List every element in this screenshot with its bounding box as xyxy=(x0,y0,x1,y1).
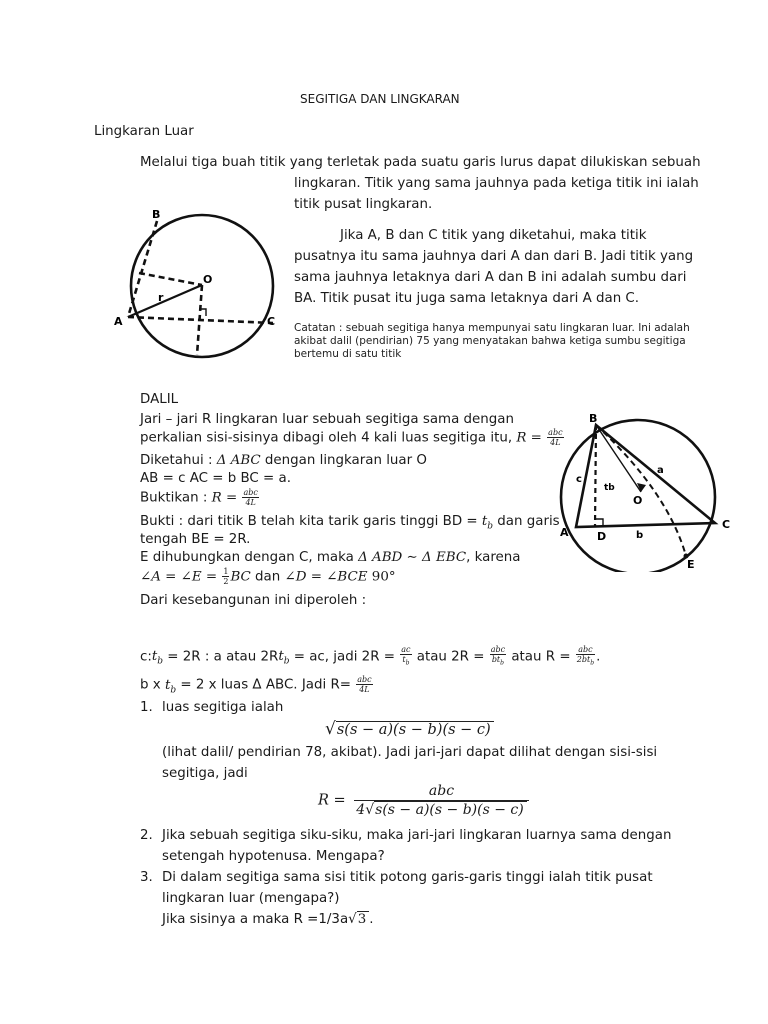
dalil-line-5: Buktikan : R = $\frac{\text{abc}}{4L}$ xyxy=(140,488,258,507)
dalil-line-6: Bukti : dari titik B telah kita tarik garis tinggi BD = $t_b$ dan garis xyxy=(140,514,560,532)
figure2-altitude-tb xyxy=(595,425,596,527)
list-item-3-line-2: lingkaran luar (mengapa?) xyxy=(162,891,340,906)
explanation-line-3: sama jauhnya letaknya dari A dan B ini adalah sumbu dari xyxy=(294,270,687,285)
intro-line-2: lingkaran. Titik yang sama jauhnya pada ketiga titik ini ialah xyxy=(294,176,699,191)
section-heading: Lingkaran Luar xyxy=(94,124,194,139)
fraction-abc-4l: $\frac{\text{abc}}{4L}$ xyxy=(548,428,563,447)
figure1-label-r: r xyxy=(158,291,164,304)
heron-formula: √s(s − a)(s − b)(s − c) xyxy=(325,719,494,739)
equation-line-b: b x $t_b = 2$ x luas Δ ABC. Jadi R= $\frac{\text{abc}}{4L}$ xyxy=(140,675,372,696)
dalil-line-2: perkalian sisi-sisinya dibagi oleh 4 kali luas segitiga itu, R = $\frac{\text{abc}}{4L}$ xyxy=(140,428,563,447)
figure2-triangle xyxy=(576,425,715,527)
dalil-line-1: Jari – jari R lingkaran luar sebuah segitiga sama dengan xyxy=(140,412,514,427)
explanation-line-4: BA. Titik pusat itu juga sama letaknya dari A dan C. xyxy=(294,291,640,306)
explanation-line-1: Jika A, B dan C titik yang diketahui, maka titik xyxy=(340,228,647,243)
circumradius-formula: R = $\frac{\text{abc}}{4√s(s - a)(s - b)(s - c)}$ xyxy=(318,782,529,819)
figure1-bisector-ab xyxy=(139,273,202,285)
dalil-line-4: AB = c AC = b BC = a. xyxy=(140,471,291,486)
list-item-1: luas segitiga ialah xyxy=(162,700,284,715)
figure2-label-d: D xyxy=(597,530,607,543)
figure2-label-e: E xyxy=(687,558,695,571)
figure2-label-o: O xyxy=(633,494,643,507)
list-item-2-line-1: Jika sebuah segitiga siku-siku, maka jari-jari lingkaran luarnya sama dengan xyxy=(162,828,672,843)
list-number-2: 2. xyxy=(140,828,153,843)
page-title: SEGITIGA DAN LINGKARAN xyxy=(300,92,460,106)
list-number-1: 1. xyxy=(140,700,153,715)
figure1-label-o: O xyxy=(203,273,213,286)
list-item-3-line-1: Di dalam segitiga sama sisi titik potong garis-garis tinggi ialah titik pusat xyxy=(162,870,653,885)
figure2-radius xyxy=(596,425,641,492)
note-line-2: akibat dalil (pendirian) 75 yang menyatakan bahwa ketiga sumbu segitiga xyxy=(294,335,686,347)
figure2-label-tb: tb xyxy=(604,483,615,493)
dalil-line-8: E dihubungkan dengan C, maka Δ ABD ∼ Δ EBC, karena xyxy=(140,550,521,565)
equation-line-c: $c:t_b = 2R$ : a atau $2Rt_b$ = ac, jadi 2R = $\frac{ac}{t_b}$ atau 2R = $\frac{\text{abc}}{bt_b}$ atau R = $\frac{\text{abc}}{2bt_b}$ . xyxy=(140,645,601,667)
dalil-line-7: tengah BE = 2R. xyxy=(140,532,251,547)
dalil-heading: DALIL xyxy=(140,392,179,407)
figure2-label-b: B xyxy=(589,412,598,425)
dalil-line-3: Diketahui : Δ ABC dengan lingkaran luar O xyxy=(140,453,427,468)
figure1-label-a: A xyxy=(114,315,123,328)
note-line-1: Catatan : sebuah segitiga hanya mempunyai satu lingkaran luar. Ini adalah xyxy=(294,322,690,334)
list-item-1-note-2: segitiga, jadi xyxy=(162,766,248,781)
list-item-1-note-1: (lihat dalil/ pendirian 78, akibat). Jadi jari-jari dapat dilihat dengan sisi-sisi xyxy=(162,745,658,760)
circumcircle-figure-2 xyxy=(553,412,738,572)
figure2-label-c-side: c xyxy=(576,474,582,485)
note-line-3: bertemu di satu titik xyxy=(294,348,402,360)
figure2-label-a-side: a xyxy=(657,465,664,476)
list-number-3: 3. xyxy=(140,870,153,885)
explanation-line-2: pusatnya itu sama jauhnya dari A dan dari B. Jadi titik yang xyxy=(294,249,694,264)
figure1-radius-r xyxy=(128,285,202,317)
list-item-2-line-2: setengah hypotenusa. Mengapa? xyxy=(162,849,385,864)
list-item-3-line-3: Jika sisinya a maka R =1/3a√3 . xyxy=(162,912,374,927)
dalil-line-9: ∠A = ∠E = $\frac{1}{2}$ BC dan ∠D = ∠BCE 90° xyxy=(140,567,396,586)
figure1-label-b: B xyxy=(152,208,161,221)
dalil-line-10: Dari kesebangunan ini diperoleh : xyxy=(140,593,367,608)
figure1-label-c: C xyxy=(267,315,276,328)
figure2-label-a: A xyxy=(560,526,569,539)
intro-line-1: Melalui tiga buah titik yang terletak pada suatu garis lurus dapat dilukiskan sebuah xyxy=(140,155,701,170)
intro-line-3: titik pusat lingkaran. xyxy=(294,197,433,212)
figure2-label-c: C xyxy=(722,518,731,531)
circumcircle-figure-1 xyxy=(110,205,285,365)
figure2-label-b-side: b xyxy=(636,530,644,541)
